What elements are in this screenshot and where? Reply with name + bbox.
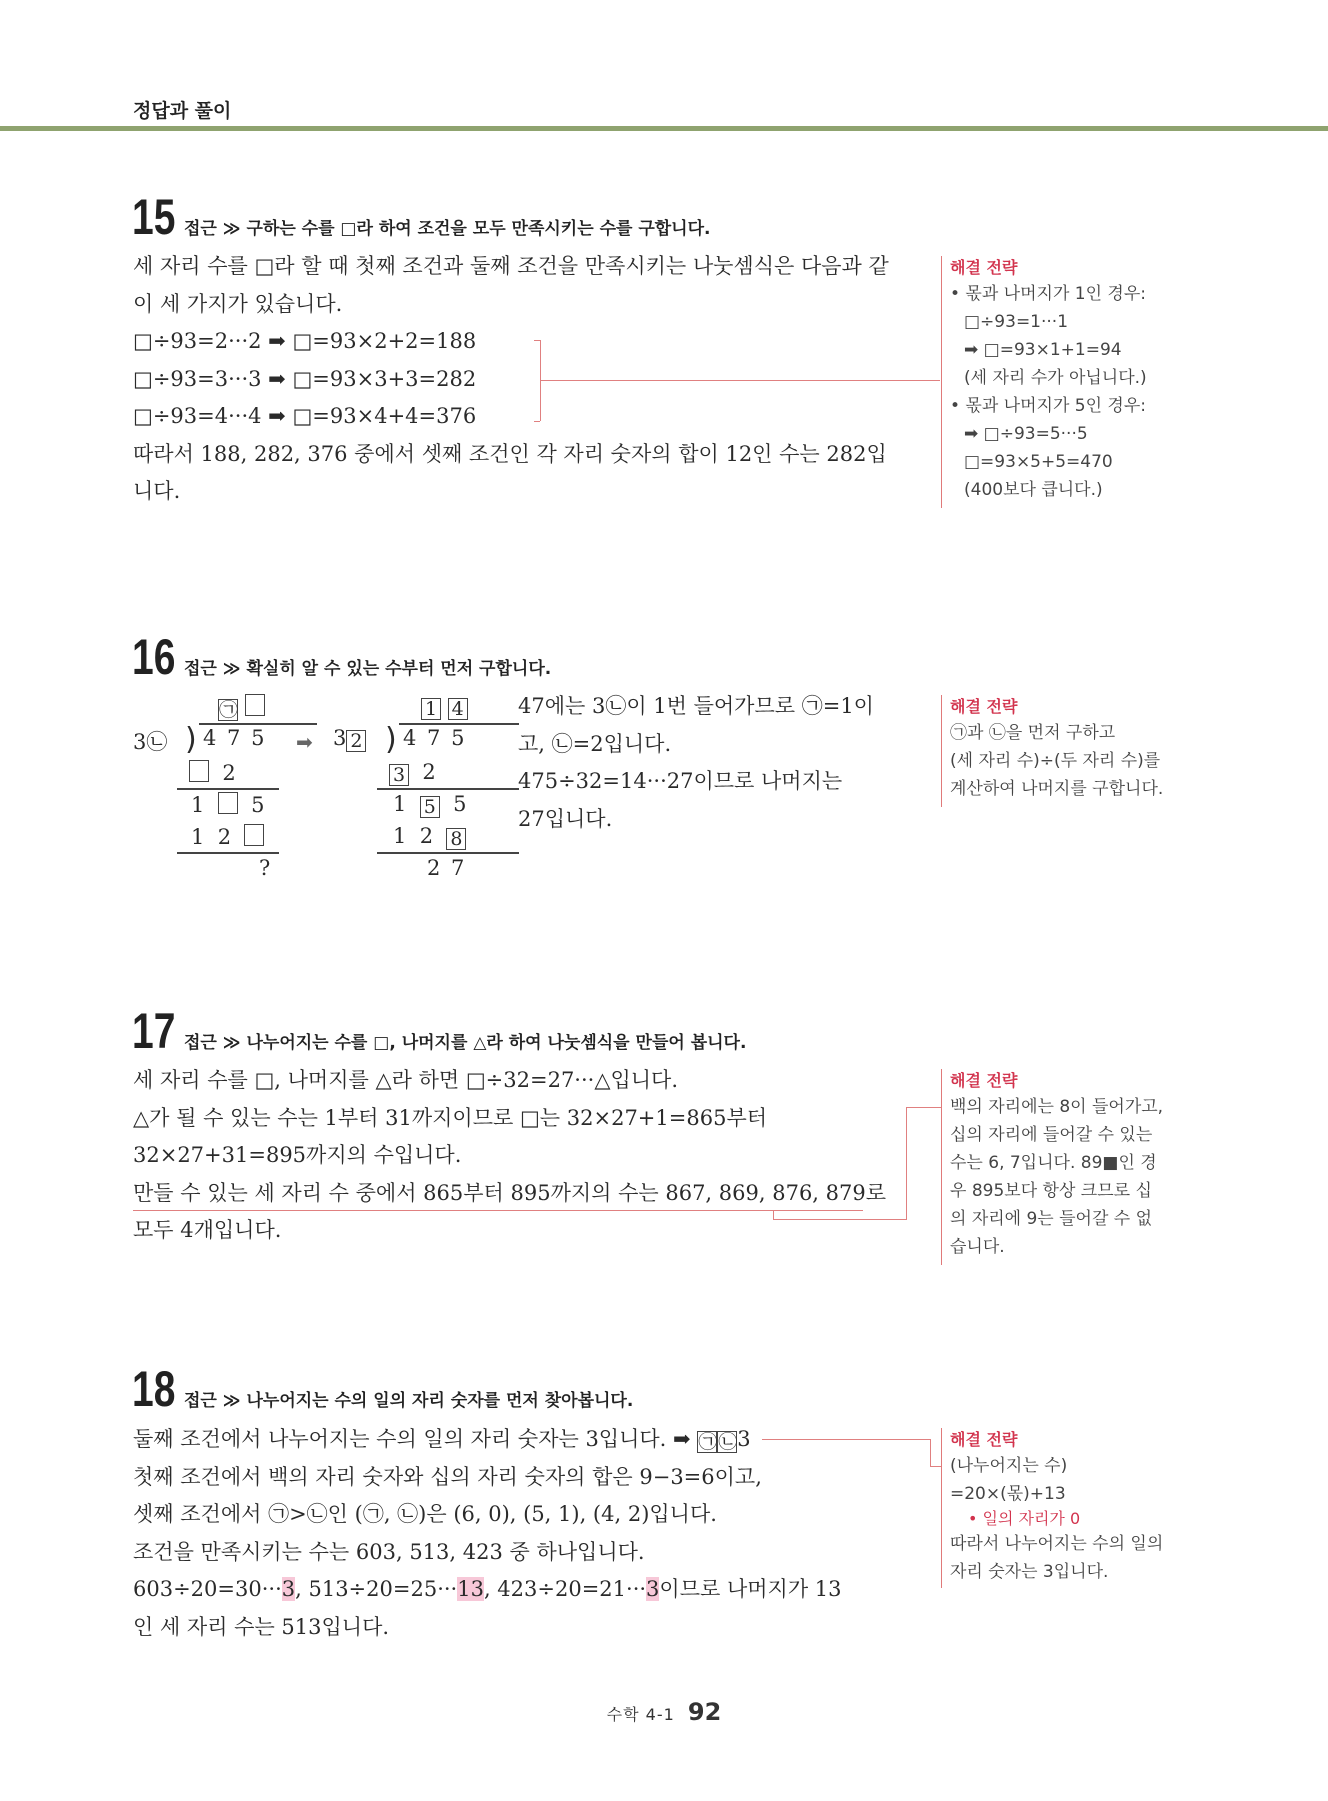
connector-line (906, 1107, 907, 1220)
bracket-bottom (534, 421, 540, 422)
approach-17: 접근 ≫ 나누어지는 수를 □, 나머지를 △라 하여 나눗셈식을 만들어 봅니다. (184, 1033, 747, 1053)
solution-line: □÷93=3···3 ➡ □=93×3+3=282 (133, 366, 477, 391)
approach-16: 접근 ≫ 확실히 알 수 있는 수부터 먼저 구합니다. (184, 659, 552, 679)
digit-blank (189, 760, 209, 782)
solution-line: 셋째 조건에서 ㉠>㉡인 (㉠, ㉡)은 (6, 0), (5, 1), (4, 2)입니다. (133, 1502, 717, 1526)
strategy-line: (세 자리 수)÷(두 자리 수)를 (950, 751, 1161, 771)
remainder: 2 7 (427, 856, 467, 880)
digit: 2 (419, 824, 434, 848)
strategy-title: 해결 전략 (950, 258, 1018, 277)
approach-15: 접근 ≫ 구하는 수를 □라 하여 조건을 모두 만족시키는 수를 구합니다. (184, 219, 711, 239)
strategy-line: (세 자리 수가 아닙니다.) (964, 368, 1147, 388)
page-number: 92 (687, 1698, 722, 1726)
digit: 1 (393, 824, 407, 848)
header-title: 정답과 풀이 (133, 100, 232, 122)
strategy-line: 습니다. (950, 1237, 1005, 1257)
strategy-line: • 몫과 나머지가 5인 경우: (950, 396, 1146, 416)
strategy-line: 수는 6, 7입니다. 89■인 경 (950, 1153, 1157, 1173)
dividend: 4 7 5 (203, 726, 267, 750)
strategy-line: 백의 자리에는 8이 들어가고, (950, 1097, 1164, 1117)
quotient-digit: 1 (421, 698, 441, 720)
strategy-line: 십의 자리에 들어갈 수 있는 (950, 1125, 1153, 1145)
header-rule (0, 126, 1328, 131)
strategy-line: =20×(몫)+13 (950, 1484, 1066, 1504)
highlight: 13 (457, 1577, 484, 1601)
long-division-solved: 1 4 3 2 ) 4 7 5 3 2 1 5 5 1 2 8 2 7 (333, 690, 503, 890)
solution-line: 인 세 자리 수는 513입니다. (133, 1614, 390, 1639)
question-number-16: 16 (132, 629, 176, 685)
strategy-line: 따라서 나누어지는 수의 일의 (950, 1534, 1164, 1554)
solution-line: 니다. (133, 479, 181, 503)
connector-line (930, 1439, 931, 1466)
solution-line: 이 세 가지가 있습니다. (133, 291, 343, 316)
solution-16 (518, 688, 874, 838)
solution-line: 27입니다. (518, 806, 613, 831)
strategy-line: 자리 숫자는 3입니다. (950, 1562, 1109, 1582)
solution-line: 둘째 조건에서 나누어지는 수의 일의 자리 숫자는 3입니다. ➡ ㉠㉡3 (133, 1427, 751, 1453)
digit-box: ㉠ (698, 1431, 718, 1453)
underline (133, 1210, 863, 1211)
solution-line: 세 자리 수를 □, 나머지를 △라 하면 □÷32=27···△입니다. (133, 1068, 679, 1092)
divisor-ones: 2 (346, 730, 366, 752)
connector-line (762, 1439, 930, 1440)
strategy-line: □=93×5+5=470 (964, 452, 1113, 472)
strategy-line: 의 자리에 9는 들어갈 수 없 (950, 1209, 1153, 1229)
solution-18 (133, 1421, 842, 1646)
connector-line (930, 1466, 941, 1467)
solution-line: □÷93=4···4 ➡ □=93×4+4=376 (133, 404, 477, 428)
strategy-line: (나누어지는 수) (950, 1456, 1068, 1476)
question-number-17: 17 (132, 1003, 176, 1059)
solution-line: □÷93=2···2 ➡ □=93×2+2=188 (133, 329, 477, 353)
quotient-digit: 4 (448, 698, 468, 720)
solution-line: 따라서 188, 282, 376 중에서 셋째 조건인 각 자리 숫자의 합이 12인 수는 282입 (133, 441, 887, 466)
solution-line: 고, ㉡=2입니다. (518, 731, 672, 756)
strategy-box-15 (941, 256, 1147, 508)
strategy-line: (400보다 큽니다.) (964, 480, 1103, 500)
divisor-tens: 3 (333, 726, 347, 750)
strategy-line: ➡ □=93×1+1=94 (964, 340, 1122, 360)
approach-18: 접근 ≫ 나누어지는 수의 일의 자리 숫자를 먼저 찾아봅니다. (184, 1391, 634, 1411)
strategy-title: 해결 전략 (950, 697, 1018, 716)
digit: 2 (422, 760, 436, 784)
long-division-unknown: ㉠ 3㉡ ) 4 7 5 2 1 5 1 2 ? (133, 690, 303, 890)
digit-blank (218, 792, 238, 814)
digit: 5 (251, 793, 265, 817)
strategy-line: 우 895보다 항상 크므로 십 (950, 1181, 1152, 1201)
solution-line: 첫째 조건에서 백의 자리 숫자와 십의 자리 숫자의 합은 9−3=6이고, (133, 1464, 762, 1489)
digit: 5 (420, 796, 440, 818)
digit: 1 (393, 792, 407, 816)
strategy-line: • 몫과 나머지가 1인 경우: (950, 284, 1146, 304)
arrow-icon: ➡ (296, 730, 313, 754)
digit: 2 (217, 825, 232, 849)
page-footer (0, 1698, 1328, 1726)
strategy-box-18 (941, 1428, 1163, 1588)
connector-line (540, 380, 940, 381)
digit-box: ㉡ (718, 1431, 738, 1453)
strategy-title: 해결 전략 (950, 1071, 1018, 1090)
strategy-line: ➡ □÷93=5···5 (964, 424, 1088, 444)
solution-line: 475÷32=14···27이므로 나머지는 (518, 769, 843, 793)
solution-line: 세 자리 수를 □라 할 때 첫째 조건과 둘째 조건을 만족시키는 나눗셈식은 다음과 같 (133, 254, 889, 278)
dividend: 4 7 5 (403, 726, 467, 750)
footer-subject: 수학 4-1 (606, 1705, 675, 1724)
digit-blank (244, 824, 264, 846)
digit: 1 (191, 825, 205, 849)
highlight: 3 (281, 1577, 296, 1601)
solution-line: 만들 수 있는 세 자리 수 중에서 865부터 895까지의 수는 867, 869, 876, 879로 (133, 1180, 887, 1205)
quotient-digit: ㉠ (219, 699, 239, 721)
strategy-box-17 (941, 1069, 1163, 1265)
strategy-line: 계산하여 나머지를 구합니다. (950, 779, 1164, 799)
strategy-line: □÷93=1···1 (964, 312, 1069, 332)
highlight: 3 (646, 1577, 660, 1601)
digit: 5 (453, 792, 467, 816)
divisor: 3㉡ (133, 730, 168, 754)
strategy-line: ㉠과 ㉡을 먼저 구하고 (950, 723, 1116, 743)
solution-17 (133, 1062, 886, 1250)
strategy-note: • 일의 자리가 0 (968, 1509, 1081, 1528)
connector-line (773, 1219, 906, 1220)
connector-line (906, 1107, 941, 1108)
digit: 2 (222, 761, 236, 785)
digit: 8 (446, 828, 466, 850)
question-number-18: 18 (132, 1361, 176, 1417)
solution-line: 모두 4개입니다. (133, 1218, 282, 1242)
strategy-title: 해결 전략 (950, 1430, 1018, 1449)
strategy-box-16 (941, 695, 1163, 807)
solution-line: 조건을 만족시키는 수는 603, 513, 423 중 하나입니다. (133, 1539, 645, 1564)
digit: 3 (389, 764, 409, 786)
remainder-unknown: ? (259, 856, 271, 880)
digit: 1 (191, 793, 205, 817)
solution-line: 32×27+31=895까지의 수입니다. (133, 1143, 462, 1167)
connector-line (773, 1210, 774, 1219)
solution-line: △가 될 수 있는 수는 1부터 31까지이므로 □는 32×27+1=865부터 (133, 1105, 768, 1130)
solution-line: 603÷20=30···3, 513÷20=25···13, 423÷20=21···3이므로 나머지가 13 (133, 1577, 842, 1601)
question-number-15: 15 (132, 189, 176, 245)
quotient-blank (245, 694, 265, 716)
solution-line: 47에는 3㉡이 1번 들어가므로 ㉠=1이 (518, 694, 874, 718)
